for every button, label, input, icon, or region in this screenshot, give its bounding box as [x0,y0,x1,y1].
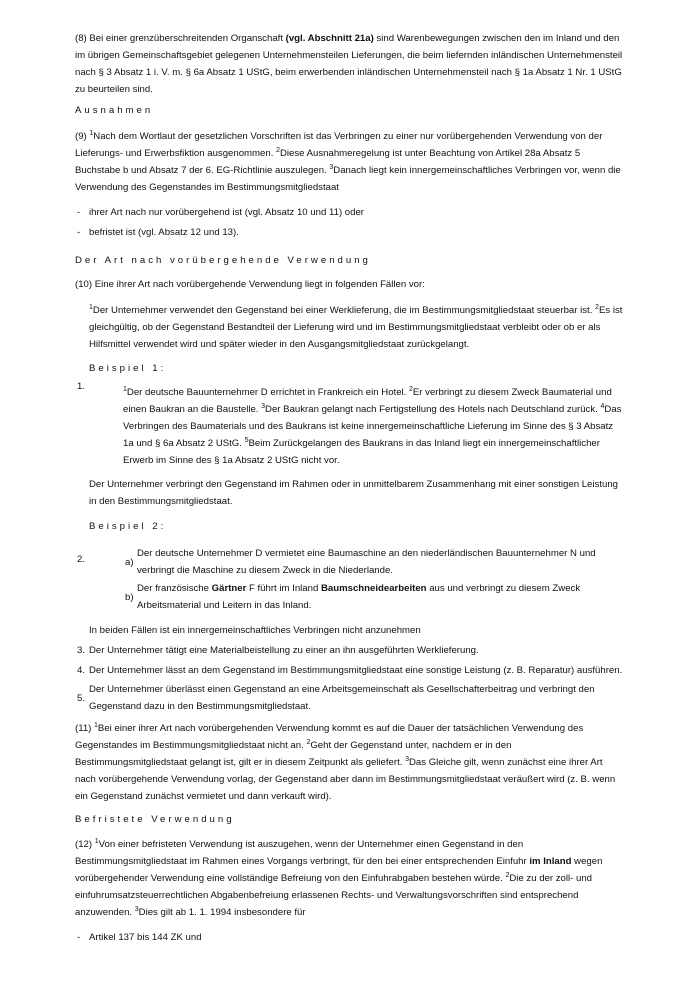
reference-abschnitt-21a: (vgl. Abschnitt 21a) [285,33,374,44]
sub-item-label-b: b) [125,592,134,603]
list-dash: - [77,227,81,238]
heading-art-nach: Der Art nach vorübergehende Verwendung [75,255,371,266]
list-number: 4. [77,665,86,676]
list-number: 2. [77,554,86,565]
list-number: 5. [77,693,86,704]
paragraph-10-intro: (10) Eine ihrer Art nach vorübergehende Verwendung liegt in folgenden Fällen vor: [75,279,425,290]
paragraph-9: (9) $^1$Nach dem Wortlaut der gesetzlichen Vorschriften ist das Verbringen zu einer nur vorübergehenden Verwendung von der Lieferungs- und Erwerbsfiktion ausgenommen. $^2$Diese Ausnahmeregelung ist unter Beachtung von Artikel 28a Absatz 5 Buchstabe b und Absatz 7 der 6. EG-Richtlinie auszulegen. $^3$Danach liegt kein innergemeinschaftliches Verbringen vor, wenn die Verwendung des Gegenstandes im Bestimmungsmitgliedstaat [75,130,621,193]
beispiel-2a-text: Der deutsche Unternehmer D vermietet eine Baumaschine an den niederländischen Bauunternehmer N und verbringt die Maschine zu diesem Zweck in die Niederlande. [137,548,596,576]
beispiel-1-text: $^1$Der deutsche Bauunternehmer D errichtet in Frankreich ein Hotel. $^2$Er verbringt zu diesem Zweck Baumaterial und einen Baukran an die Baustelle. $^3$Der Baukran gelangt nach Fertigstellung des Hotels nach Deutschland zurück. $^4$Das Verbringen des Baumaterials und des Baukrans ist keine innergemeinschaftliche Lieferung im Sinne des § 3 Absatz 1a und § 6a Absatz 2 UStG. $^5$Beim Zurückgelangen des Baukrans in das Inland liegt ein innergemeinschaftlicher Erwerb im Sinne des § 1a Absatz 2 UStG nicht vor. [123,386,622,466]
list-dash: - [77,932,81,943]
paragraph-10-case-1: $^1$Der Unternehmer verwendet den Gegenstand bei einer Werklieferung, die im Bestimmungsmitgliedstaat steuerbar ist. $^2$Es ist gleichgültig, ob der Gegenstand Bestandteil der Lieferung wird und im Bestimmungsmitgliedstaat verbleibt oder ob er als Hilfsmittel verwendet wird und später wieder in den Ausgangsmitgliedstaat zurückgelangt. [89,304,623,350]
list-dash: - [77,207,81,218]
list-item: ihrer Art nach nur vorübergehend ist (vgl. Absatz 10 und 11) oder [89,207,365,218]
sub-item-label-a: a) [125,557,134,568]
list-number: 3. [77,645,86,656]
heading-beispiel-1: Beispiel 1: [89,363,167,374]
list-item-4: Der Unternehmer lässt an dem Gegenstand im Bestimmungsmitgliedstaat eine sonstige Leistung (z. B. Reparatur) ausführen. [89,665,623,676]
beispiel-2b-text: Der französische Gärtner F führt im Inland Baumschneidearbeiten aus und verbringt zu diesem Zweck Arbeitsmaterial und Leitern in das Inland. [137,583,581,611]
paragraph-11: (11) $^1$Bei einer ihrer Art nach vorübergehenden Verwendung kommt es auf die Dauer der tatsächlichen Verwendung des Gegenstandes im Bestimmungsmitgliedstaat nicht an. $^2$Geht der Gegenstand unter, nachdem er in den Bestimmungsmitgliedstaat gelangt ist, gilt er in diesem Zeitpunkt als geliefert. $^3$Das Gleiche gilt, wenn zunächst eine ihrer Art nach vorübergehende Verwendung vorlag, der Gegenstand aber dann im Bestimmungsmitgliedstaat veräußert wird (z. B. wenn ein Gegenstand zunächst vermietet und dann verkauft wird). [75,722,616,802]
list-item-5: Der Unternehmer überlässt einen Gegenstand an eine Arbeitsgemeinschaft als Gesellschafterbeitrag und verbringt den Gegenstand dazu in den Bestimmungsmitgliedstaat. [89,684,595,712]
list-item-3: Der Unternehmer tätigt eine Materialbeistellung zu einer an ihn ausgeführten Werklieferung. [89,645,479,656]
list-number: 1. [77,381,86,392]
beispiel-2-conclusion: In beiden Fällen ist ein innergemeinschaftliches Verbringen nicht anzunehmen [89,625,421,636]
paragraph-12: (12) $^1$Von einer befristeten Verwendung ist auszugehen, wenn der Unternehmer einen Gegenstand in den Bestimmungsmitgliedstaat im Rahmen eines Vorgangs verbringt, für den bei einer entsprechenden Einfuhr im Inland wegen vorübergehender Verwendung eine vollständige Befreiung von den Einfuhrabgaben bestehen würde. $^2$Die zu der zoll- und einfuhrumsatzsteuerrechtlichen Abgabenbefreiung erlassenen Rechts- und Verwaltungsvorschriften sind entsprechend anzuwenden. $^3$Dies gilt ab 1. 1. 1994 insbesondere für [75,838,603,918]
heading-ausnahmen: Ausnahmen [75,105,154,116]
heading-beispiel-2: Beispiel 2: [89,521,167,532]
paragraph-sonstige-leistung: Der Unternehmer verbringt den Gegenstand im Rahmen oder in unmittelbarem Zusammenhang mit einer sonstigen Leistung in den Bestimmungsmitgliedstaat. [89,479,618,507]
list-item: Artikel 137 bis 144 ZK und [89,932,202,943]
heading-befristete-verwendung: Befristete Verwendung [75,814,235,825]
list-item: befristet ist (vgl. Absatz 12 und 13). [89,227,239,238]
paragraph-8: (8) Bei einer grenzüberschreitenden Organschaft (vgl. Abschnitt 21a) sind Warenbewegungen zwischen den im Inland und den im übrigen Gemeinschaftsgebiet gelegenen Unternehmensteilen Lieferungen, die beim liefernden inländischen Unternehmensteil nach § 3 Absatz 1 i. V. m. § 6a Absatz 1 UStG, beim erwerbenden inländischen Unternehmensteil nach § 1a Absatz 1 Nr. 1 UStG zu beurteilen sind. [75,33,623,95]
